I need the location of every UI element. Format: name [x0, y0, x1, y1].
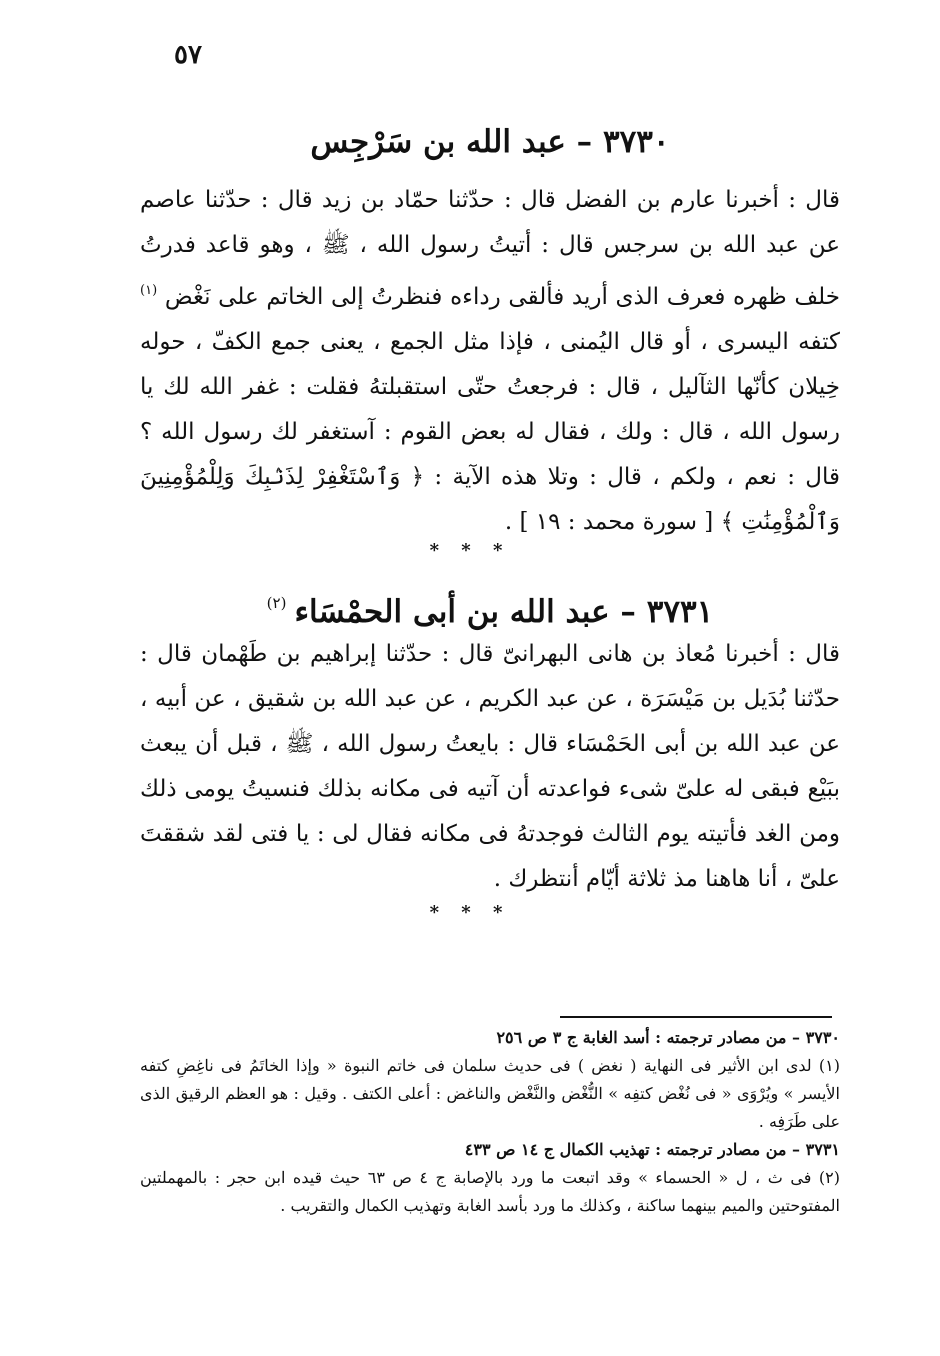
- entry-title-text: ٣٧٣١ – عبد الله بن أبى الحمْسَاء: [294, 594, 714, 630]
- section-separator: * * *: [429, 540, 511, 561]
- footnote-source-3731: ٣٧٣١ – من مصادر ترجمته : تهذيب الكمال ج ١٤ ص ٤٣٣: [464, 1140, 840, 1159]
- footnote-marker-2[interactable]: (٢): [266, 594, 287, 612]
- entry-body-3731: [140, 632, 840, 902]
- entry-text: قال : أخبرنا مُعاذ بن هانى البهرانىّ قال : حدّثنا إبراهيم بن طَهْمان قال : حدّثنا بُدَيل بن مَيْسَرَة ، عن عبد الكريم ، عن عبد الله بن شقيق ، عن أبيه ، عن عبد الله بن أبى الحَمْسَاء قال : بايعتُ رسول الله ، ﷺ ، قبل أن يبعث ببَيْع فبقى له علىّ شىء فواعدته أن آتيه فى مكانه بذلك فنسيتُ يومى ذلك ومن الغد فأتيته يوم الثالث فوجدتهُ فى مكانه فقال لى : يا فتى لقد شققتَ علىّ ، أنا هاهنا مذ ثلاثة أيّام أنتظرك .: [140, 641, 840, 892]
- entry-body-3730: [140, 178, 840, 545]
- entry-text: قال : أخبرنا عارم بن الفضل قال : حدّثنا حمّاد بن زيد قال : حدّثنا عاصم عن عبد الله بن سرجس قال : أتيتُ رسول الله ، ﷺ ، وهو قاعد فدرتُ خلف ظهره فعرف الذى أريد فألقى رداءه فنظرتُ إلى الخاتم على نَغْض: [140, 187, 840, 310]
- entry-title-text: ٣٧٣٠ – عبد الله بن سَرْجِس: [310, 124, 670, 160]
- footnote-2: (٢) فى ث ، ل « الحسماء » وقد اتبعت ما ورد بالإصابة ج ٤ ص ٦٣ حيث قيده ابن حجر : بالمهملتين المفتوحتين والميم بينهما ساكنة ، وكذلك ما ورد بأسد الغابة وتهذيب الكمال والتقريب .: [140, 1168, 841, 1215]
- entry-text-continued: كتفه اليسرى ، أو قال اليُمنى ، فإذا مثل الجمع ، يعنى جمع الكفّ ، حوله خِيلان كأنّها الثآليل ، قال : فرجعتُ حتّى استقبلتهُ فقلت : غفر الله لك يا رسول الله ، قال : ولك ، فقال له بعض القوم : آستغفر لك رسول الله ؟ قال : نعم ، ولكم ، قال : وتلا هذه الآية : ﴿ وَٱسْتَغْفِرْ لِذَنۢبِكَ وَلِلْمُؤْمِنِينَ وَٱلْمُؤْمِنَٰتِ ﴾ [ سورة محمد : ١٩ ] .: [140, 329, 840, 535]
- footnote-divider: [560, 1016, 832, 1018]
- footnote-marker-1[interactable]: (١): [140, 283, 158, 298]
- footnotes: [140, 1024, 840, 1220]
- entry-title-3730: [140, 122, 840, 162]
- entry-title-3731: [140, 583, 840, 632]
- page-number: ٥٧: [174, 40, 202, 70]
- footnote-source-3730: ٣٧٣٠ – من مصادر ترجمته : أسد الغابة ج ٣ ص ٢٥٦: [496, 1028, 840, 1047]
- footnote-1: (١) لدى ابن الأثير فى النهاية ( نغض ) فى حديث سلمان فى خاتم النبوة « وإذا الخاتَمُ فى ناغِضِ كتفه الأيسر » ويُرْوَى « فى نُغْض كتفِه » النُّغْض والنَّغْض والناغض : أعلى الكتف . وقيل : هو العظم الرقيق الذى على طَرَفِه .: [140, 1056, 841, 1131]
- section-separator: * * *: [429, 902, 511, 923]
